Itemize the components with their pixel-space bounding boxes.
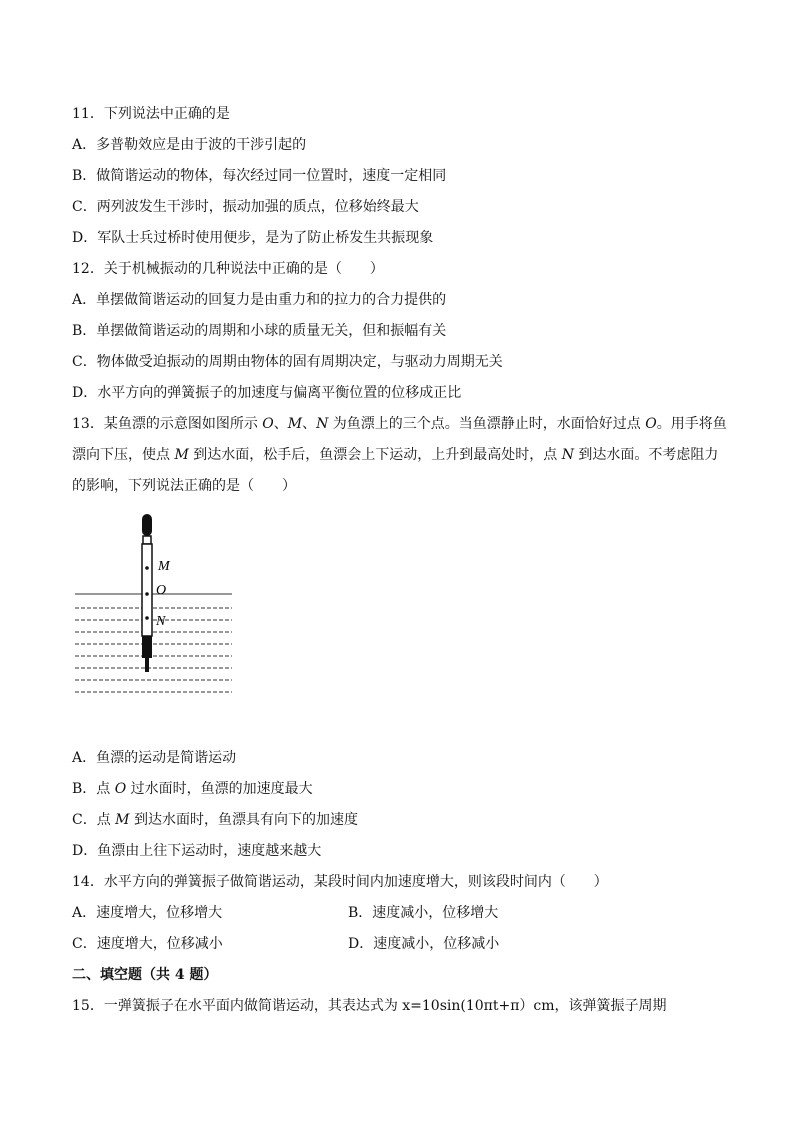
q13-option-d: D．鱼漂由上往下运动时，速度越来越大	[72, 843, 322, 859]
fishing-float-figure	[70, 510, 240, 705]
label-m: M	[158, 559, 170, 574]
q15-stem: 15．一弹簧振子在水平面内做简谐运动，其表达式为 x=10sin(10πt+π）cm，该弹簧振子周期	[72, 998, 667, 1014]
q14-option-a: A．速度增大，位移增大	[72, 905, 223, 921]
point-n-dot	[145, 616, 149, 620]
q12-option-d: D．水平方向的弹簧振子的加速度与偏离平衡位置的位移成正比	[72, 385, 462, 401]
q11-option-d: D．军队士兵过桥时使用便步，是为了防止桥发生共振现象	[72, 230, 434, 246]
q14-option-b: B．速度减小，位移增大	[348, 905, 499, 921]
q13-option-a: A．鱼漂的运动是简谐运动	[72, 750, 237, 766]
q11-option-a: A．多普勒效应是由于波的干涉引起的	[72, 137, 307, 153]
q14-option-c: C．速度增大，位移减小	[72, 936, 223, 952]
q14-stem: 14．水平方向的弹簧振子做简谐运动，某段时间内加速度增大，则该段时间内（ ）	[72, 874, 608, 890]
q14-option-d: D．速度减小，位移减小	[348, 936, 500, 952]
label-o: O	[156, 583, 167, 598]
point-m-dot	[145, 566, 149, 570]
q12-option-b: B．单摆做简谐运动的周期和小球的质量无关，但和振幅有关	[72, 323, 447, 339]
q11-stem: 11．下列说法中正确的是	[72, 106, 230, 122]
section2-title: 二、填空题（共 4 题）	[72, 967, 218, 983]
q12-stem: 12．关于机械振动的几种说法中正确的是（ ）	[72, 261, 384, 277]
q12-option-a: A．单摆做简谐运动的回复力是由重力和的拉力的合力提供的	[72, 292, 447, 308]
label-n: N	[156, 614, 166, 629]
q13-stem-line3: 的影响，下列说法正确的是（ ）	[72, 478, 296, 494]
q11-option-c: C．两列波发生干涉时，振动加强的质点，位移始终最大	[72, 199, 419, 215]
q13-option-c: C．点 M 到达水面时，鱼漂具有向下的加速度	[72, 812, 358, 828]
q12-option-c: C．物体做受迫振动的周期由物体的固有周期决定，与驱动力周期无关	[72, 354, 503, 370]
water-lines	[75, 594, 232, 692]
q13-stem-line2: 漂向下压，使点 M 到达水面，松手后，鱼漂会上下运动，上升到最高处时，点 N 到达水面。不考虑阻力	[72, 447, 719, 463]
q11-option-b: B．做简谐运动的物体，每次经过同一位置时，速度一定相同	[72, 168, 447, 184]
q13-stem-line1: 13．某鱼漂的示意图如图所示 O、M、N 为鱼漂上的三个点。当鱼漂静止时，水面恰好过点 O。用手将鱼	[72, 416, 727, 432]
point-o-dot	[145, 592, 149, 596]
q13-option-b: B．点 O 过水面时，鱼漂的加速度最大	[72, 781, 313, 797]
